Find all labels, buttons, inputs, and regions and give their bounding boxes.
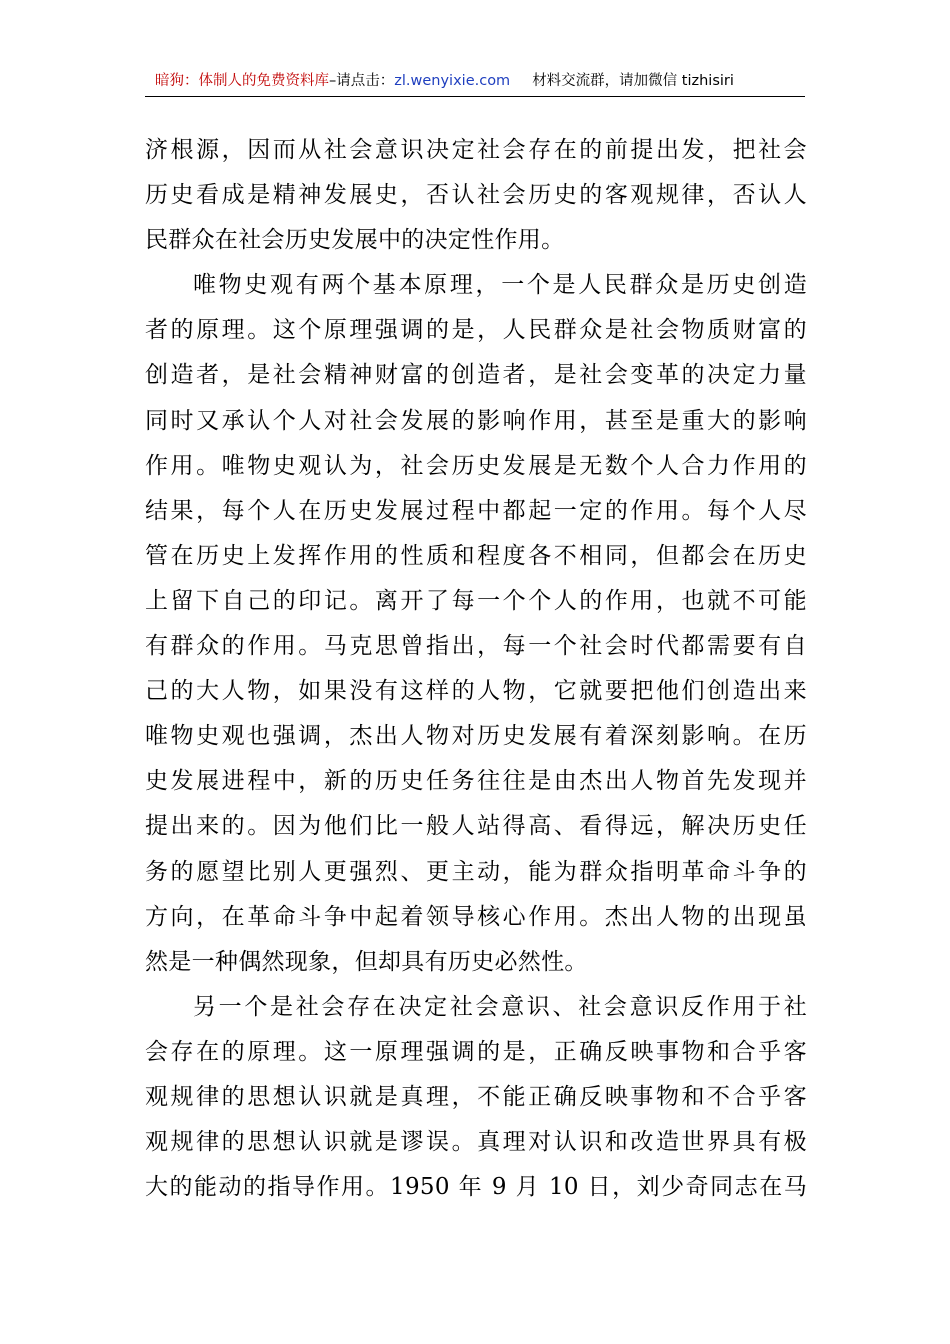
text-line: 唯物史观也强调，杰出人物对历史发展有着深刻影响。在历 <box>145 723 807 750</box>
text-line: 观规律的思想认识就是真理，不能正确反映事物和不合乎客 <box>145 1083 807 1110</box>
header-brand[interactable]: 暗狗：体制人的免费资料库 <box>155 73 329 89</box>
text-line: 方向，在革命斗争中起着领导核心作用。杰出人物的出现虽 <box>145 903 807 930</box>
paragraph-1 <box>145 128 807 263</box>
text-line: 大的能动的指导作用。1950 年 9 月 10 日，刘少奇同志在马 <box>145 1174 807 1201</box>
text-line: 济根源，因而从社会意识决定社会存在的前提出发，把社会 <box>145 137 807 163</box>
text-line: 管在历史上发挥作用的性质和程度各不相同，但都会在历史 <box>145 542 807 569</box>
header-url-link[interactable]: zl.wenyixie.com <box>394 73 511 89</box>
header-prompt: –请点击： <box>329 73 395 89</box>
paragraph-3 <box>145 985 807 1210</box>
text-line: 创造者，是社会精神财富的创造者，是社会变革的决定力量 <box>145 362 807 389</box>
text-line: 己的大人物，如果没有这样的人物，它就要把他们创造出来 <box>145 678 807 705</box>
text-line: 然是一种偶然现象，但却具有历史必然性。 <box>145 948 588 975</box>
header-group-info: 材料交流群，请加微信 tizhisiri <box>532 73 734 89</box>
text-line: 史发展进程中，新的历史任务往往是由杰出人物首先发现并 <box>145 768 807 795</box>
text-line: 唯物史观有两个基本原理，一个是人民群众是历史创造 <box>193 272 807 299</box>
paragraph-2 <box>145 263 807 985</box>
text-line: 作用。唯物史观认为，社会历史发展是无数个人合力作用的 <box>145 452 807 479</box>
text-line: 结果，每个人在历史发展过程中都起一定的作用。每个人尽 <box>145 497 807 524</box>
text-line: 上留下自己的印记。离开了每一个个人的作用，也就不可能 <box>145 587 807 614</box>
text-line: 务的愿望比别人更强烈、更主动，能为群众指明革命斗争的 <box>145 858 807 885</box>
text-line: 观规律的思想认识就是谬误。真理对认识和改造世界具有极 <box>145 1129 807 1156</box>
text-line: 历史看成是精神发展史，否认社会历史的客观规律，否认人 <box>145 182 807 209</box>
text-line: 民群众在社会历史发展中的决定性作用。 <box>145 227 565 254</box>
text-line: 同时又承认个人对社会发展的影响作用，甚至是重大的影响 <box>145 407 807 434</box>
text-line: 会存在的原理。这一原理强调的是，正确反映事物和合乎客 <box>145 1038 807 1065</box>
text-line: 者的原理。这个原理强调的是，人民群众是社会物质财富的 <box>145 317 807 344</box>
text-line: 提出来的。因为他们比一般人站得高、看得远，解决历史任 <box>145 813 807 840</box>
text-line: 另一个是社会存在决定社会意识、社会意识反作用于社 <box>193 993 807 1020</box>
page-header <box>145 72 805 97</box>
text-line: 有群众的作用。马克思曾指出，每一个社会时代都需要有自 <box>145 633 807 660</box>
document-body <box>145 128 807 1210</box>
